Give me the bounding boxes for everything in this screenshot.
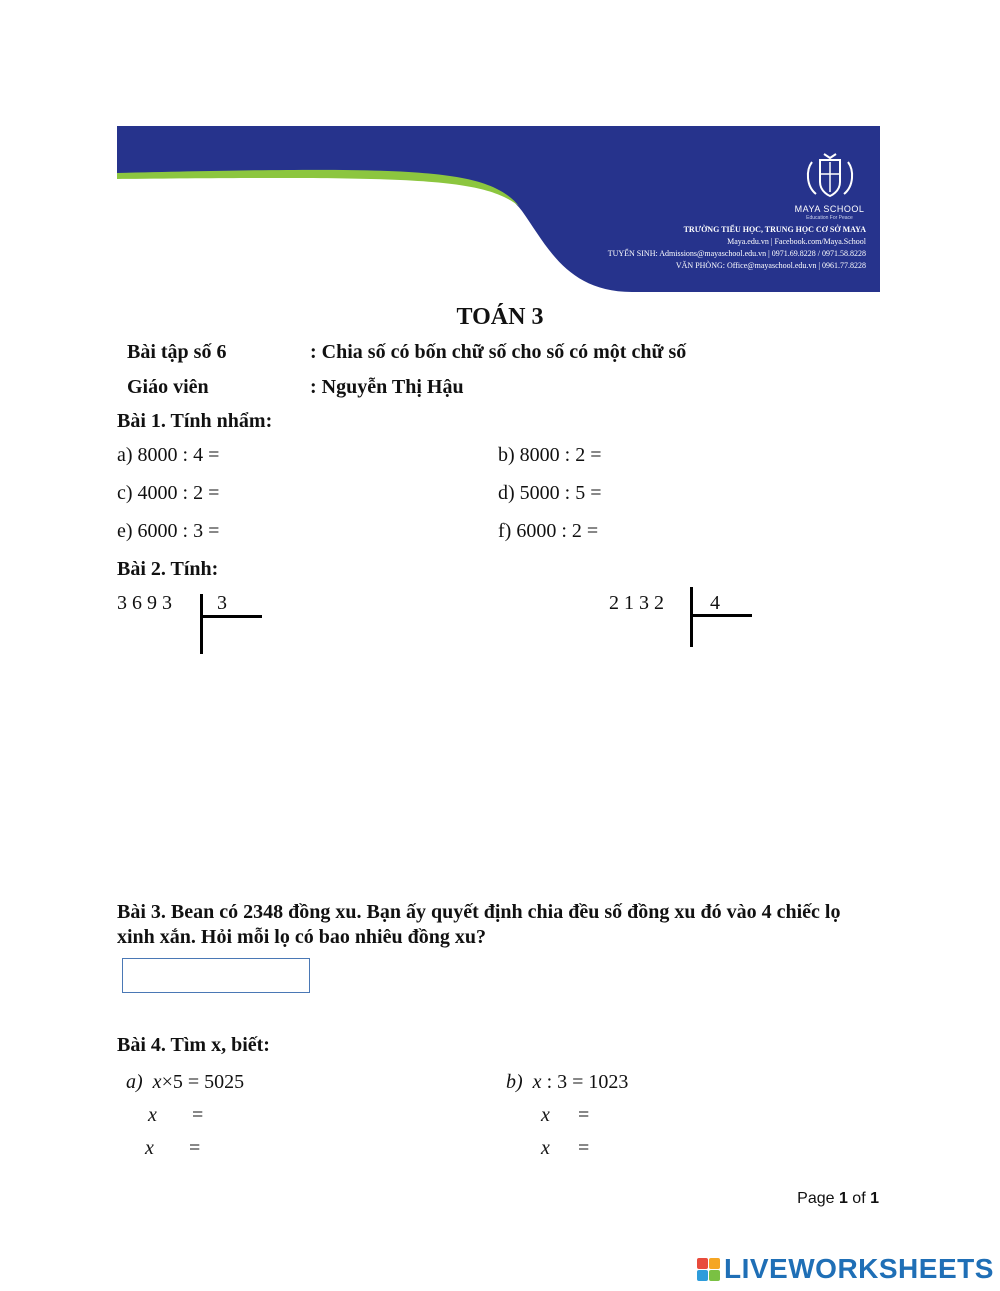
teacher-name: : Nguyễn Thị Hậu [310, 376, 464, 398]
page-prefix: Page [797, 1190, 839, 1207]
header-banner [117, 126, 880, 294]
liveworksheets-brand: LIVEWORKSHEETS [724, 1253, 994, 1284]
bai4-b-step1-var: x [541, 1104, 550, 1126]
exercise-label: Bài tập số 6 [127, 341, 227, 363]
bai4-b-eq: = [572, 1071, 584, 1093]
bai4-a-eq: = [187, 1071, 200, 1093]
page-mid: of [847, 1190, 871, 1207]
header-line-web: Maya.edu.vn | Facebook.com/Maya.School [727, 237, 866, 246]
bai4-a-label: a) [126, 1071, 143, 1093]
division-bar-horizontal-1 [200, 615, 262, 618]
bai4-a-result: 5025 [204, 1071, 245, 1093]
header-line-admissions: TUYỂN SINH: Admissions@mayaschool.edu.vn | 0971.69.8228 / 0971.58.8228 [607, 249, 866, 258]
bai1-item-b: b) 8000 : 2 = [498, 444, 602, 466]
bai4-heading: Bài 4. Tìm x, biết: [117, 1034, 270, 1056]
school-tagline: Education For Peace [806, 215, 853, 221]
bai3-question-line1: Bài 3. Bean có 2348 đồng xu. Bạn ấy quyết định chia đều số đồng xu đó vào 4 chiếc lọ [117, 901, 841, 923]
bai1-item-c: c) 4000 : 2 = [117, 482, 220, 504]
dividend-2: 2 1 3 2 [609, 592, 664, 614]
bai4-a-step2-eq: = [189, 1137, 201, 1159]
bai4-equation-b [506, 1071, 628, 1094]
page-current: 1 [838, 1190, 848, 1207]
bai4-a-op: × [161, 1071, 173, 1093]
bai4-b-step2-var: x [541, 1137, 550, 1159]
divisor-1: 3 [217, 592, 227, 614]
bai4-a-step1-var: x [148, 1104, 157, 1126]
bai2-heading: Bài 2. Tính: [117, 558, 219, 580]
division-bar-horizontal-2 [690, 614, 752, 617]
page-title: TOÁN 3 [456, 304, 544, 330]
liveworksheets-icon [697, 1258, 720, 1281]
bai4-b-step2-eq: = [578, 1137, 590, 1159]
page-total: 1 [870, 1190, 879, 1207]
bai4-equation-a [126, 1071, 244, 1094]
page-number [797, 1190, 879, 1208]
bai4-b-operand: 3 [557, 1071, 568, 1093]
bai3-question-line2: xinh xắn. Hỏi mỗi lọ có bao nhiêu đồng xu? [117, 926, 486, 948]
bai4-b-op: : [546, 1071, 553, 1093]
bai1-item-e: e) 6000 : 3 = [117, 520, 220, 542]
teacher-label: Giáo viên [127, 376, 209, 398]
bai1-item-f: f) 6000 : 2 = [498, 520, 599, 542]
divisor-2: 4 [710, 592, 720, 614]
bai1-item-a: a) 8000 : 4 = [117, 444, 220, 466]
bai4-b-var: x [532, 1071, 542, 1093]
division-bar-vertical-2 [690, 587, 693, 647]
school-crest-icon [802, 152, 858, 204]
bai4-b-label: b) [506, 1071, 523, 1093]
bai4-a-operand: 5 [172, 1071, 183, 1093]
division-bar-vertical-1 [200, 594, 203, 654]
bai4-a-step2-var: x [145, 1137, 154, 1159]
school-name: MAYA SCHOOL [794, 204, 865, 214]
bai4-b-step1-eq: = [578, 1104, 590, 1126]
bai4-b-result: 1023 [588, 1071, 629, 1093]
bai4-a-step1-eq: = [192, 1104, 204, 1126]
bai4-a-var: x [152, 1071, 162, 1093]
bai1-item-d: d) 5000 : 5 = [498, 482, 602, 504]
header-line-school: TRƯỜNG TIỂU HỌC, TRUNG HỌC CƠ SỞ MAYA [683, 225, 866, 234]
header-line-office: VĂN PHÒNG: Office@mayaschool.edu.vn | 0961.77.8228 [675, 261, 866, 270]
dividend-1: 3 6 9 3 [117, 592, 172, 614]
exercise-topic: : Chia số có bốn chữ số cho số có một chữ số [310, 341, 687, 363]
bai1-heading: Bài 1. Tính nhẩm: [117, 410, 273, 432]
bai3-answer-input[interactable] [122, 958, 310, 993]
liveworksheets-logo[interactable] [697, 1252, 994, 1286]
